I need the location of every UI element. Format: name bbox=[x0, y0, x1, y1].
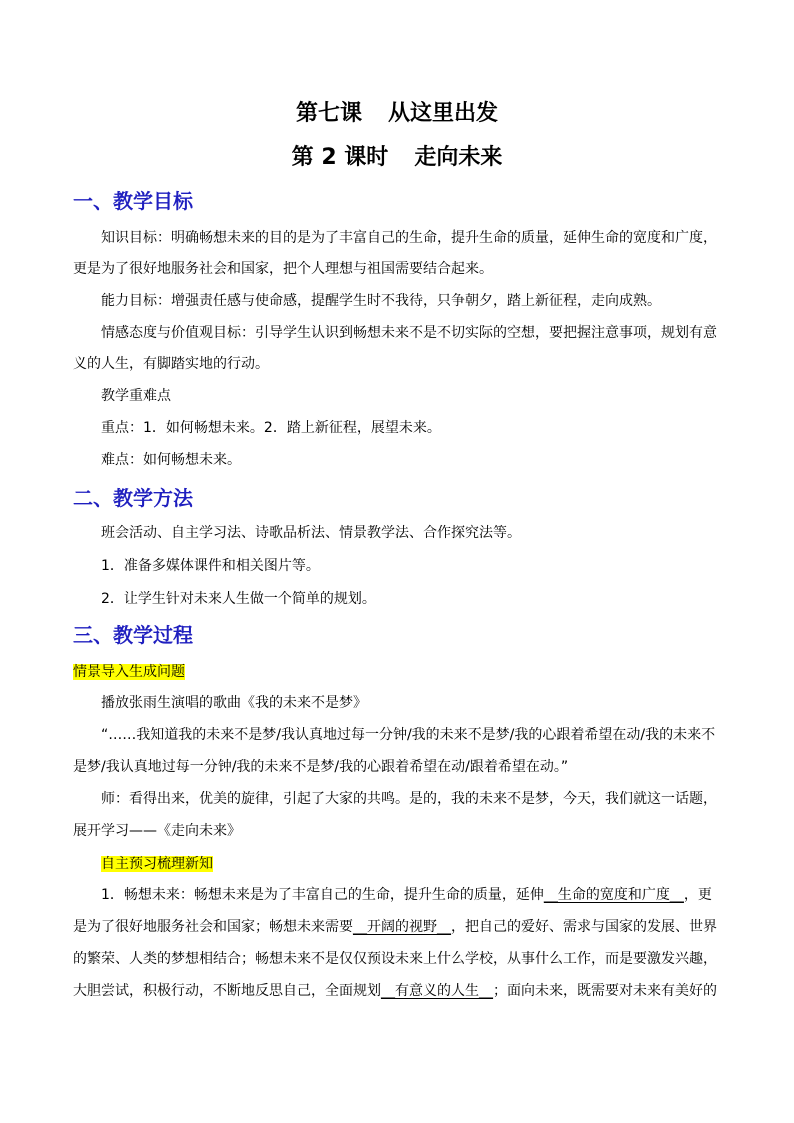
text-segment: 1．畅想未来：畅想未来是为了丰富自己的生命，提升生命的质量，延伸 bbox=[101, 887, 544, 903]
self-study-tag bbox=[101, 854, 213, 874]
lesson-number: 第七课 bbox=[295, 101, 362, 126]
lesson-subtitle bbox=[0, 144, 794, 172]
situation-intro-tag bbox=[73, 662, 185, 682]
highlight-label: 自主预习梳理新知 bbox=[101, 856, 213, 872]
envision-future-line4 bbox=[73, 976, 723, 1007]
emotion-goal-line2: 义的人生，有脚踏实地的行动。 bbox=[73, 356, 269, 372]
lesson-title bbox=[0, 100, 794, 128]
section-heading-process: 三、教学过程 bbox=[73, 623, 193, 647]
emotion-goal-line1: 情感态度与价值观目标：引导学生认识到畅想未来不是不切实际的空想，要把握注意事项，规划有意 bbox=[101, 325, 717, 341]
section-heading-methods: 二、教学方法 bbox=[73, 486, 193, 510]
section-heading-goals: 一、教学目标 bbox=[73, 189, 193, 213]
highlight-label: 情景导入生成问题 bbox=[73, 664, 185, 680]
envision-future-line1 bbox=[73, 880, 723, 911]
fill-blank-answer: __开阔的视野__ bbox=[353, 919, 451, 935]
prep-item-2: 2．让学生针对未来人生做一个简单的规划。 bbox=[101, 591, 376, 607]
envision-future-line2 bbox=[73, 912, 723, 943]
fill-blank-answer: __有意义的人生__ bbox=[381, 983, 493, 999]
song-intro: 播放张雨生演唱的歌曲《我的未来不是梦》 bbox=[101, 695, 367, 711]
lesson-name: 从这里出发 bbox=[388, 101, 499, 126]
text-segment: ，更 bbox=[683, 887, 712, 903]
text-segment: ；面向未来，既需要对未来有美好的 bbox=[493, 983, 717, 999]
knowledge-goal-line1: 知识目标：明确畅想未来的目的是为了丰富自己的生命，提升生命的质量，延伸生命的宽度和广度， bbox=[101, 230, 717, 246]
teacher-remark-line1: 师：看得出来，优美的旋律，引起了大家的共鸣。是的，我的未来不是梦，今天，我们就这一话题， bbox=[101, 791, 717, 807]
key-difficulty-title: 教学重难点 bbox=[101, 388, 171, 404]
prep-item-1: 1．准备多媒体课件和相关图片等。 bbox=[101, 558, 320, 574]
teacher-remark-line2: 展开学习——《走向未来》 bbox=[73, 823, 241, 839]
key-points: 重点：1．如何畅想未来。2．踏上新征程，展望未来。 bbox=[101, 420, 441, 436]
text-segment: 大胆尝试，积极行动，不断地反思自己，全面规划 bbox=[73, 983, 381, 999]
fill-blank-answer: __生命的宽度和广度__ bbox=[543, 887, 684, 903]
envision-future-line3: 的繁荣、人类的梦想相结合；畅想未来不是仅仅预设未来上什么学校，从事什么工作，而是要激发兴趣， bbox=[73, 951, 717, 967]
text-segment: 是为了很好地服务社会和国家；畅想未来需要 bbox=[73, 919, 353, 935]
ability-goal: 能力目标：增强责任感与使命感，提醒学生时不我待，只争朝夕，踏上新征程，走向成熟。 bbox=[101, 293, 661, 309]
class-period: 第 2 课时 bbox=[291, 145, 389, 170]
difficulty-points: 难点：如何畅想未来。 bbox=[101, 452, 241, 468]
teaching-methods: 班会活动、自主学习法、诗歌品析法、情景教学法、合作探究法等。 bbox=[101, 525, 521, 541]
text-segment: ，把自己的爱好、需求与国家的发展、世界 bbox=[451, 919, 717, 935]
class-topic: 走向未来 bbox=[414, 145, 503, 170]
lyrics-line2: 是梦/我认真地过每一分钟/我的未来不是梦/我的心跟着希望在动/跟着希望在动。” bbox=[73, 759, 569, 775]
lyrics-line1: “……我知道我的未来不是梦/我认真地过每一分钟/我的未来不是梦/我的心跟着希望在动/我的未来不 bbox=[101, 727, 716, 743]
knowledge-goal-line2: 更是为了很好地服务社会和国家，把个人理想与祖国需要结合起来。 bbox=[73, 261, 493, 277]
